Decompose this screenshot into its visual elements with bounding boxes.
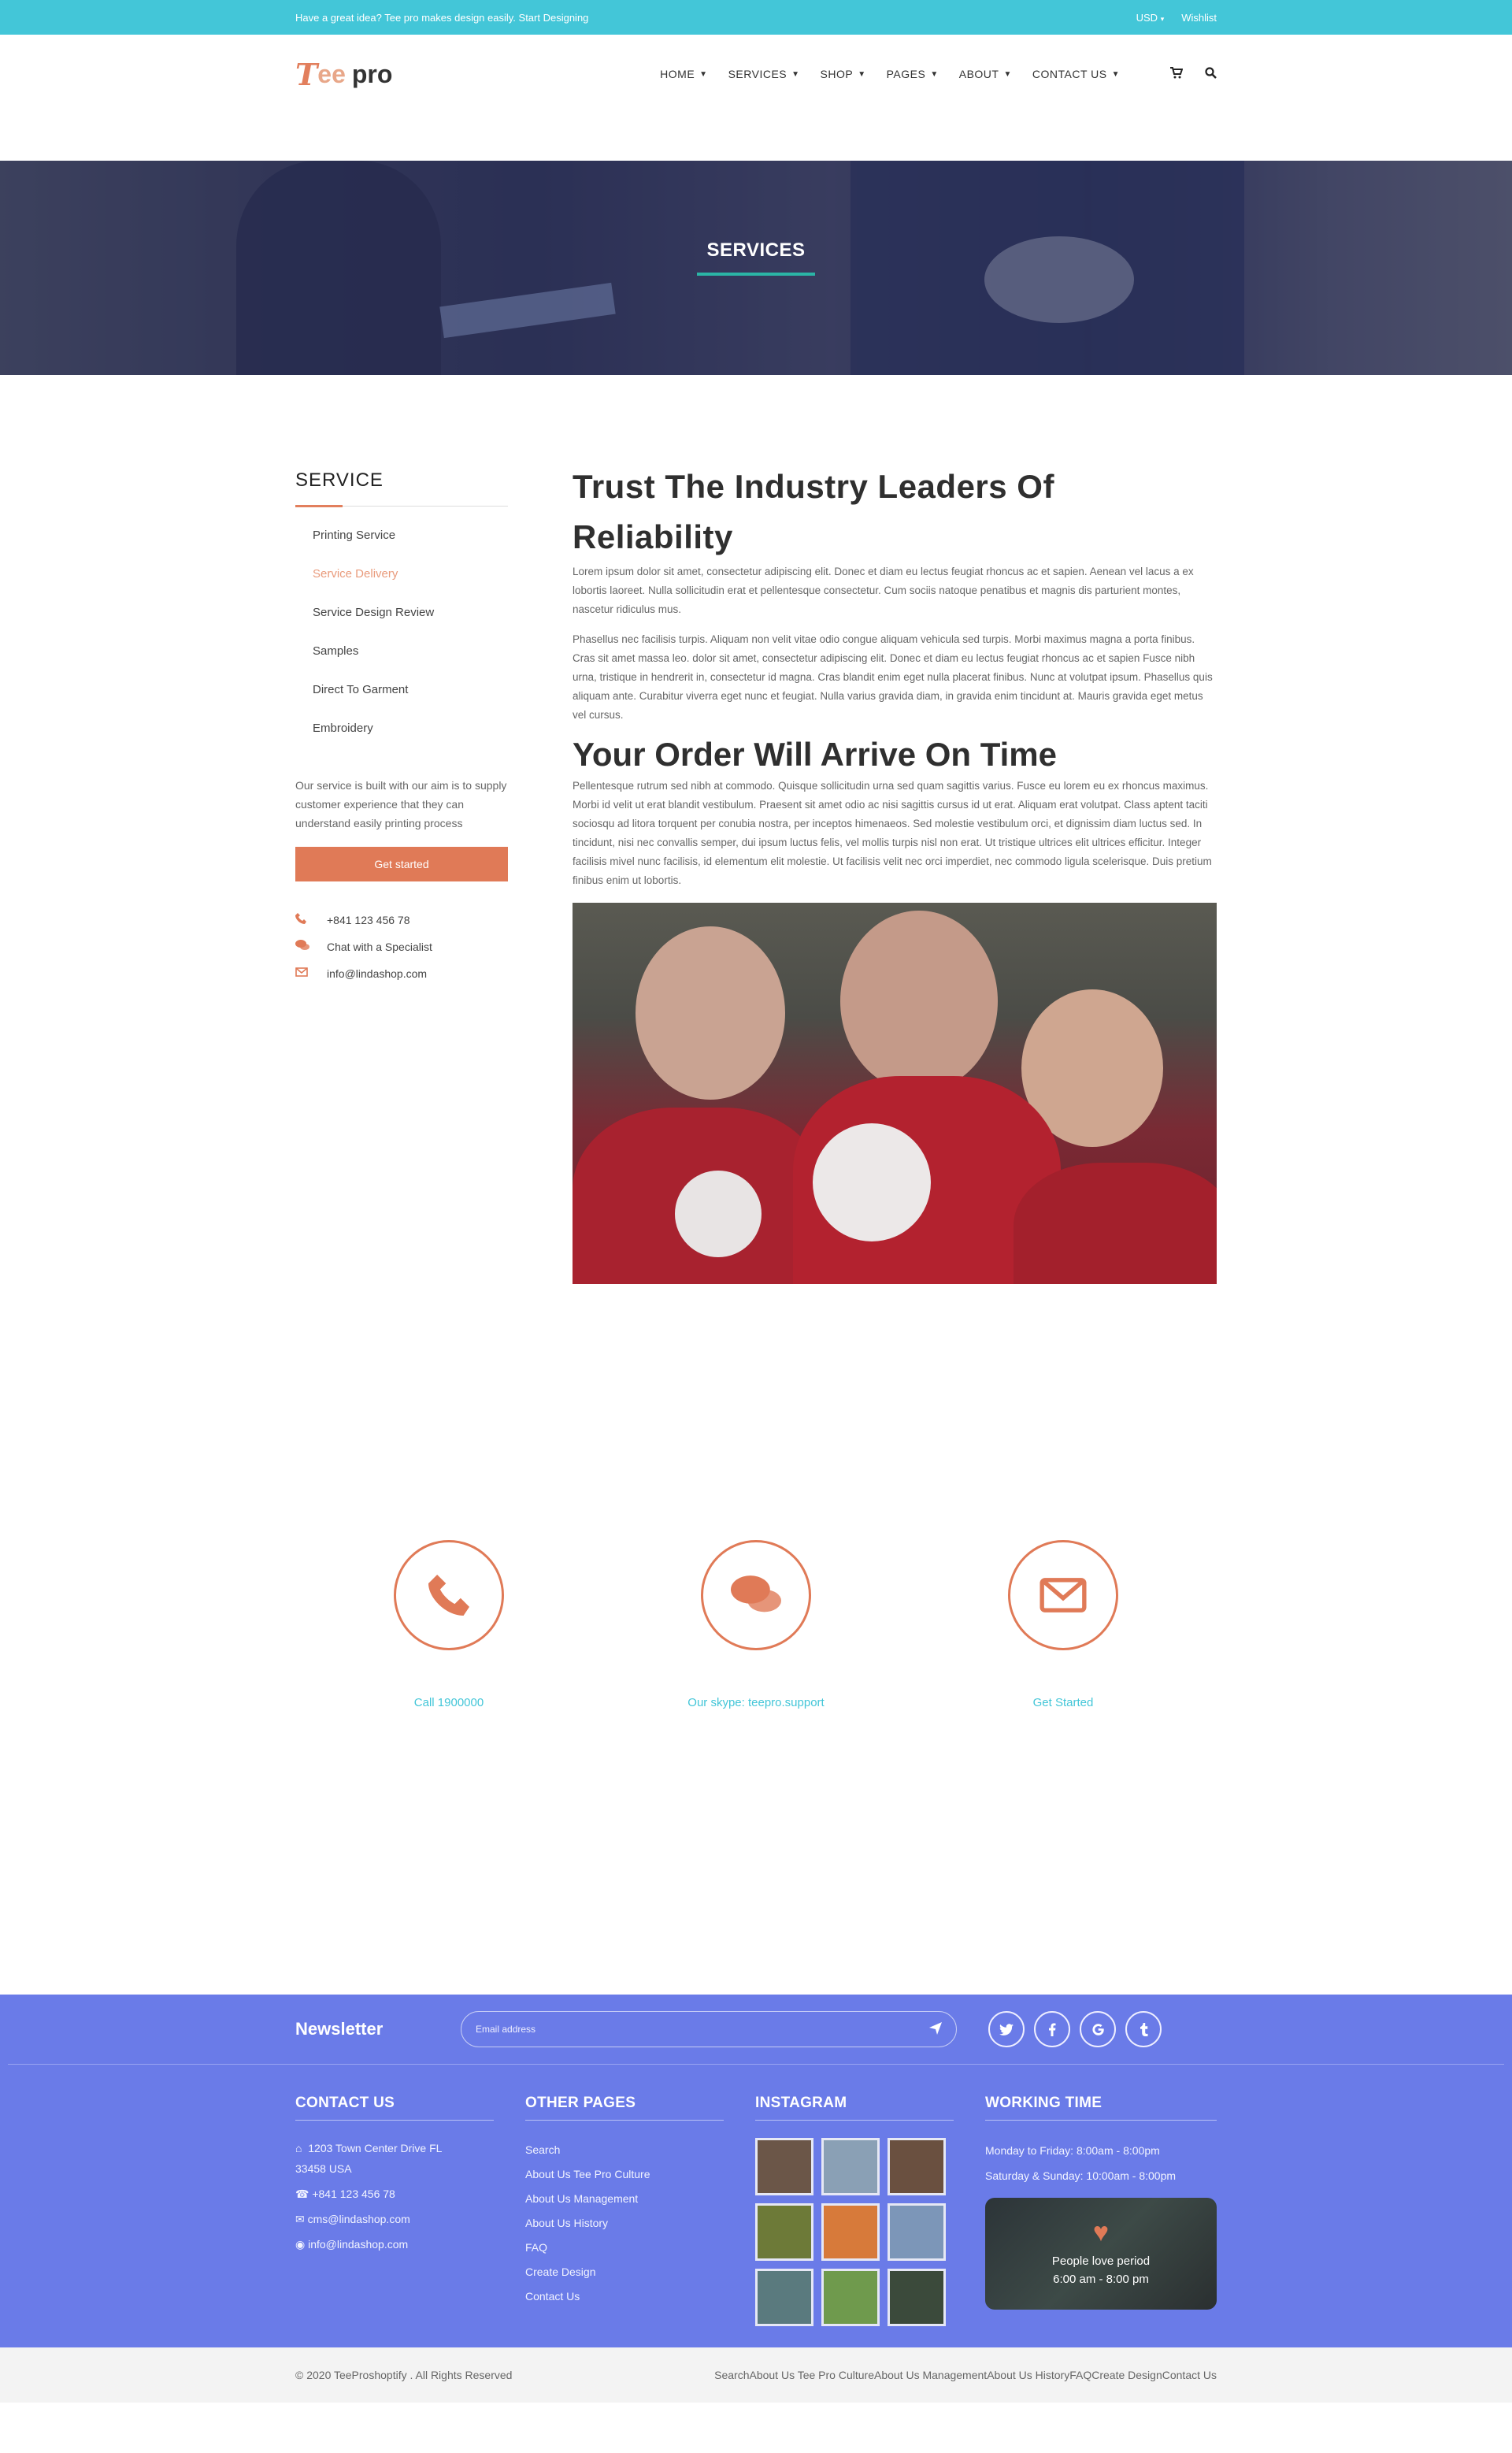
footer-address: ⌂ 1203 Town Center Drive FL [295, 2142, 443, 2154]
footer-heading: WORKING TIME [985, 2095, 1217, 2121]
instagram-thumbnail[interactable] [755, 2203, 813, 2261]
get-started-button[interactable]: Get started [295, 847, 508, 881]
nav-pages[interactable]: PAGES ▼ [886, 68, 939, 80]
instagram-thumbnail[interactable] [755, 2138, 813, 2195]
bottom-link-faq[interactable]: FAQ [1069, 2369, 1092, 2381]
bottom-link-culture[interactable]: About Us Tee Pro Culture [749, 2369, 874, 2381]
nav-services[interactable]: SERVICES ▼ [728, 68, 800, 80]
bottom-link-history[interactable]: About Us History [987, 2369, 1070, 2381]
card-line1: People love period [1051, 2254, 1151, 2268]
social-links [988, 2011, 1162, 2047]
chevron-down-icon: ▼ [699, 69, 708, 79]
twitter-icon[interactable] [988, 2011, 1025, 2047]
footer-working-time-column [985, 2095, 1217, 2326]
article-paragraph: Pellentesque rutrum sed nibh at commodo. Quisque sollicitudin urna sed quam sagittis varius. Fusce eu lorem eu ex rhoncus maximus. Morbi id velit ut erat blandit vestibulum. Praesent sit amet odio ac nisi sagittis cursus id ut erat. Aliquam erat volutpat. Class aptent taciti sociosqu ad litora torquent per conubia nostra, per inceptos himenaeos. Sed molestie vestibulum orci, et dignissim diam luctus sed. In tincidunt, nisi nec convallis semper, dui ipsum luctus felis, vel mollis turpis nisl non erat. Ut tristique ultrices elit ultrices efficitur. Integer facilisis mivel nunc facilisis, id elementum elit molestie. Ut facilisis velit nec orci imperdiet, nec commodo ligula scelerisque. Duis pretium finibus enim ut lobortis. [573, 780, 1212, 886]
chat-icon [295, 940, 327, 955]
weekday-hours: Monday to Friday: 8:00am - 8:00pm [985, 2144, 1160, 2157]
google-icon[interactable] [1080, 2011, 1116, 2047]
instagram-thumbnail[interactable] [888, 2203, 946, 2261]
bottom-bar [0, 2347, 1512, 2403]
instagram-thumbnail[interactable] [888, 2269, 946, 2326]
globe-icon: ◉ [295, 2238, 306, 2251]
footer-other-pages-column [525, 2095, 724, 2326]
chevron-down-icon: ▼ [930, 69, 939, 79]
copyright: © 2020 TeeProshoptify . All Rights Reserved [295, 2369, 513, 2381]
nav-shop[interactable]: SHOP ▼ [820, 68, 866, 80]
currency-selector[interactable]: USD ▾ [1136, 11, 1165, 24]
article-subheading: Your Order Will Arrive On Time [573, 736, 1057, 773]
service-sidebar [295, 469, 508, 987]
footer-email-info[interactable]: ◉ info@lindashop.com [295, 2238, 409, 2251]
logo[interactable]: T ee pro [295, 56, 393, 92]
newsletter-title: Newsletter [295, 2019, 384, 2039]
site-footer [0, 1995, 1512, 2347]
nav-contact-us[interactable]: CONTACT US ▼ [1032, 68, 1120, 80]
main-content [295, 469, 1217, 1415]
contact-chat[interactable]: Chat with a Specialist [295, 933, 508, 960]
feature-skype[interactable] [602, 1540, 910, 1709]
sidebar-contacts [295, 907, 508, 987]
sidebar-item-direct-to-garment[interactable]: Direct To Garment [313, 683, 409, 696]
feature-call[interactable] [295, 1540, 602, 1709]
envelope-icon [1008, 1540, 1118, 1650]
envelope-icon [295, 967, 327, 981]
card-line2: 6:00 am - 8:00 pm [1053, 2273, 1149, 2286]
page-hero-banner [0, 161, 1512, 375]
nav-about[interactable]: ABOUT ▼ [958, 68, 1012, 80]
footer-email-cms[interactable]: ✉ cms@lindashop.com [295, 2213, 410, 2225]
bottom-links [714, 2369, 1217, 2381]
footer-phone[interactable]: ☎ +841 123 456 78 [295, 2188, 395, 2200]
phone-icon [295, 913, 327, 928]
sidebar-item-embroidery[interactable]: Embroidery [313, 722, 373, 735]
contact-email[interactable]: info@lindashop.com [295, 960, 508, 987]
phone-icon [394, 1540, 504, 1650]
feature-label: Our skype: teepro.support [687, 1696, 825, 1709]
phone-icon: ☎ [295, 2188, 309, 2200]
instagram-thumbnail[interactable] [821, 2138, 880, 2195]
tumblr-icon[interactable] [1125, 2011, 1162, 2047]
bottom-link-management[interactable]: About Us Management [873, 2369, 988, 2381]
contact-features [0, 1540, 1512, 1709]
feature-get-started[interactable] [910, 1540, 1217, 1709]
article-content [573, 469, 1217, 1284]
send-icon[interactable] [929, 2022, 942, 2037]
sidebar-item-printing-service[interactable]: Printing Service [313, 529, 396, 542]
instagram-thumbnail[interactable] [821, 2269, 880, 2326]
footer-link-history[interactable]: About Us History [525, 2217, 609, 2229]
weekend-hours: Saturday & Sunday: 10:00am - 8:00pm [985, 2169, 1177, 2182]
hero-overlay [0, 161, 1512, 375]
feature-label: Get Started [1032, 1696, 1094, 1709]
service-list [295, 507, 508, 760]
wishlist-link[interactable]: Wishlist [1181, 11, 1217, 24]
working-time-card [985, 2198, 1217, 2310]
chevron-down-icon: ▼ [1111, 69, 1120, 79]
nav-home[interactable]: HOME ▼ [660, 68, 708, 80]
main-nav [660, 67, 1217, 82]
instagram-thumbnail[interactable] [755, 2269, 813, 2326]
footer-heading: CONTACT US [295, 2095, 494, 2121]
top-bar [0, 0, 1512, 35]
newsletter-email-input[interactable]: Email address [461, 2011, 957, 2047]
title-underline [697, 273, 815, 276]
footer-heading: OTHER PAGES [525, 2095, 724, 2121]
feature-label: Call 1900000 [413, 1696, 484, 1709]
bottom-link-search[interactable]: Search [714, 2369, 750, 2381]
contact-phone[interactable]: +841 123 456 78 [295, 907, 508, 933]
promo-text[interactable]: Have a great idea? Tee pro makes design easily. Start Designing [295, 11, 589, 24]
footer-link-management[interactable]: About Us Management [525, 2192, 639, 2205]
sidebar-item-samples[interactable]: Samples [313, 644, 359, 658]
article-photo [573, 903, 1217, 1284]
article-paragraph: Phasellus nec facilisis turpis. Aliquam non velit vitae odio congue aliquam vehicula sed turpis. Morbi maximus magna a porta finibus. Cras sit amet massa leo. dolor sit amet, consectetur adipiscing elit. Donec et diam eu lectus feugiat rhoncus ac et sapien Fusce nibh urna, tristique in hendrerit in, consectetur id magna. Cras blandit enim eget nulla placerat finibus. Nunc at volutpat ipsum. Phasellus quis aliquam ante. Curabitur viverra eget nunc et feugiat. Nulla varius gravida diam, in gravida enim tincidunt at. Mauris gravida eget metus vel cursus. [573, 633, 1213, 721]
footer-heading: INSTAGRAM [755, 2095, 954, 2121]
search-icon[interactable] [1205, 67, 1217, 82]
heart-icon: ♥ [1092, 2217, 1110, 2247]
cart-icon[interactable] [1170, 67, 1183, 82]
footer-instagram-column [755, 2095, 954, 2326]
chevron-down-icon: ▼ [1003, 69, 1012, 79]
chat-icon [701, 1540, 811, 1650]
chevron-down-icon: ▼ [858, 69, 866, 79]
footer-link-faq[interactable]: FAQ [525, 2241, 548, 2254]
home-icon: ⌂ [295, 2142, 302, 2154]
bottom-link-create-design[interactable]: Create Design [1091, 2369, 1162, 2381]
site-header [0, 35, 1512, 161]
instagram-thumbnail[interactable] [821, 2203, 880, 2261]
footer-link-search[interactable]: Search [525, 2143, 561, 2156]
footer-contact-column [295, 2095, 494, 2326]
sidebar-item-service-design-review[interactable]: Service Design Review [313, 606, 435, 619]
footer-link-culture[interactable]: About Us Tee Pro Culture [525, 2168, 650, 2180]
footer-link-create-design[interactable]: Create Design [525, 2266, 596, 2278]
sidebar-title: SERVICE [295, 469, 508, 507]
sidebar-item-service-delivery[interactable]: Service Delivery [313, 567, 398, 581]
instagram-thumbnail[interactable] [888, 2138, 946, 2195]
footer-address-line2: 33458 USA [295, 2162, 352, 2175]
chevron-down-icon: ▼ [791, 69, 800, 79]
page-title: SERVICES [706, 239, 806, 261]
bottom-link-contact-us[interactable]: Contact Us [1162, 2369, 1217, 2381]
envelope-icon: ✉ [295, 2213, 305, 2225]
sidebar-description: Our service is built with our aim is to supply customer experience that they can understand easily printing process [295, 779, 507, 829]
article-heading: Trust The Industry Leaders Of Reliability [573, 468, 1054, 555]
facebook-icon[interactable] [1034, 2011, 1070, 2047]
chevron-down-icon: ▾ [1160, 14, 1165, 23]
article-paragraph: Lorem ipsum dolor sit amet, consectetur adipiscing elit. Donec et diam eu lectus feugiat rhoncus ac et sapien. Aenean vel lacus a ex lobortis laoreet. Nulla sollicitudin erat et pellentesque consectetur. Cum sociis natoque penatibus et magnis dis parturient montes, nascetur ridiculus mus. [573, 566, 1194, 615]
footer-link-contact-us[interactable]: Contact Us [525, 2290, 580, 2303]
instagram-grid [755, 2138, 954, 2326]
